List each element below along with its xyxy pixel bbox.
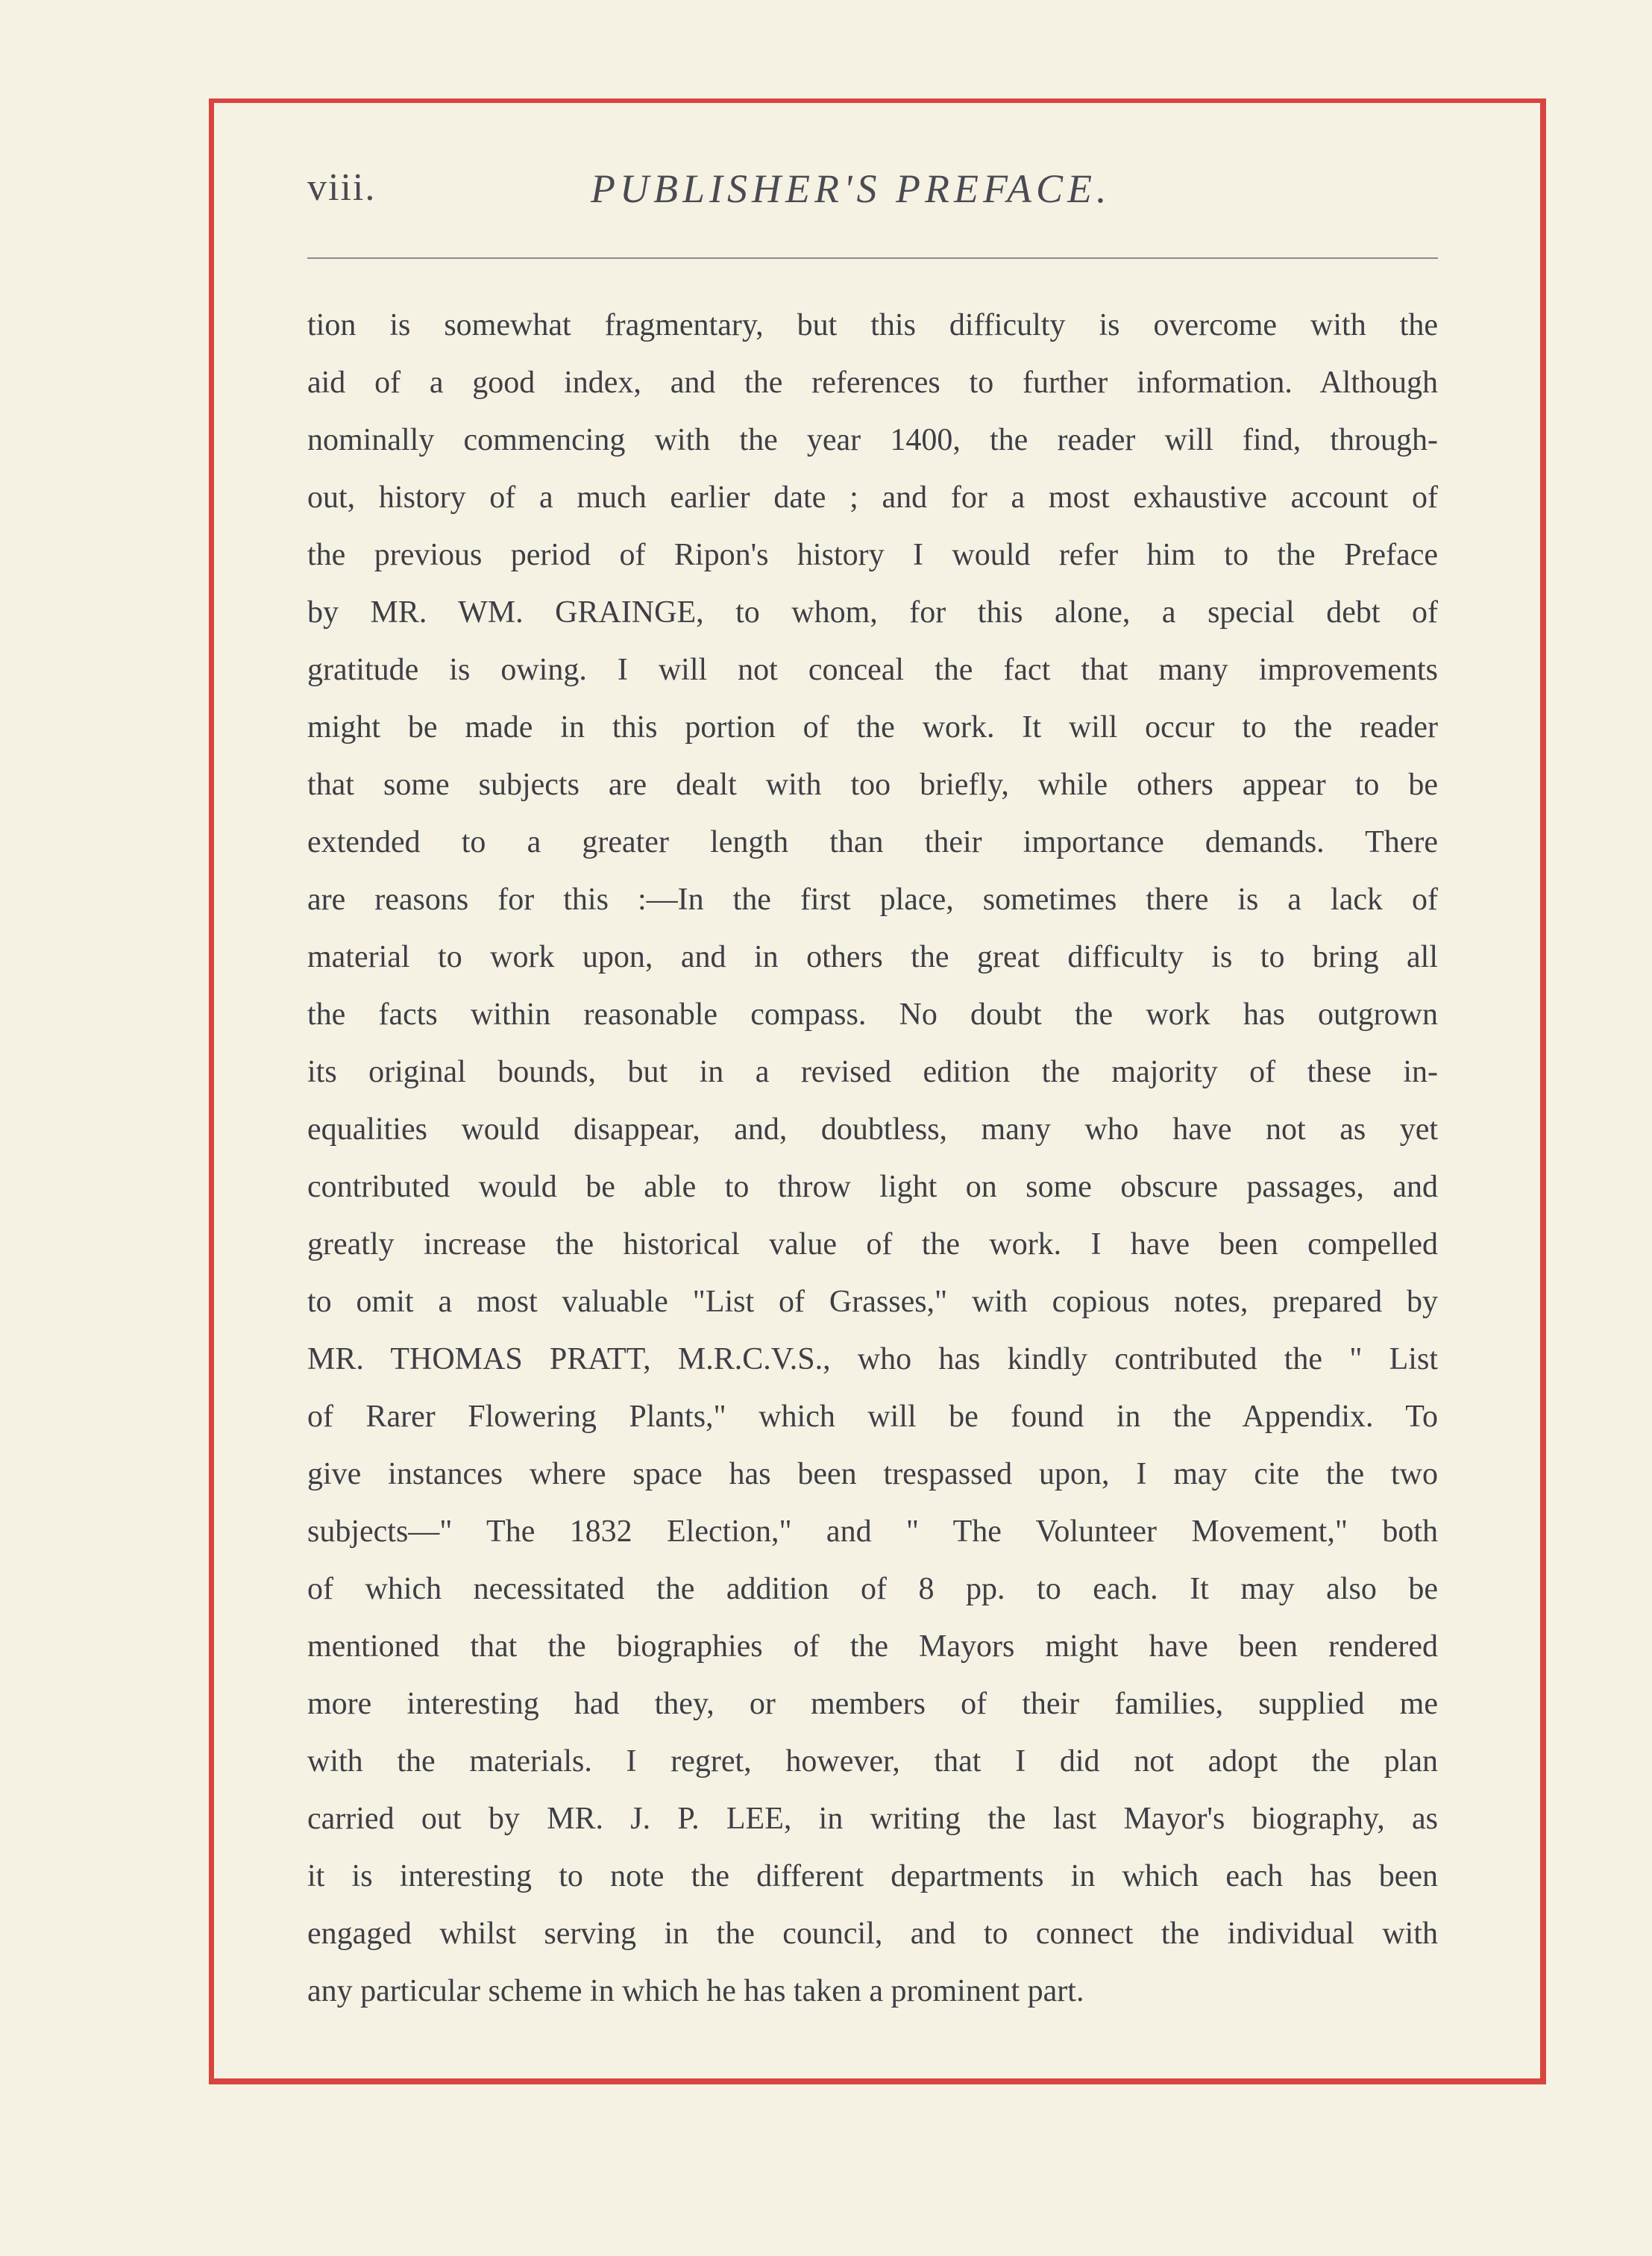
- text-line: are reasons for this :—In the first place, sometimes there is a lack of: [307, 883, 1438, 917]
- text-line: MR. THOMAS PRATT, M.R.C.V.S., who has kindly contributed the " List: [307, 1342, 1438, 1376]
- text-line: greatly increase the historical value of the work. I have been compelled: [307, 1227, 1438, 1262]
- text-line: it is interesting to note the different departments in which each has been: [307, 1859, 1438, 1893]
- text-line: the facts within reasonable compass. No doubt the work has outgrown: [307, 997, 1438, 1032]
- text-line: nominally commencing with the year 1400, the reader will find, through-: [307, 423, 1438, 457]
- text-line: carried out by MR. J. P. LEE, in writing the last Mayor's biography, as: [307, 1802, 1438, 1836]
- text-line: aid of a good index, and the references to further information. Although: [307, 366, 1438, 400]
- text-line: to omit a most valuable "List of Grasses," with copious notes, prepared by: [307, 1285, 1438, 1319]
- running-title: PUBLISHER'S PREFACE.: [591, 166, 1111, 211]
- text-line: the previous period of Ripon's history I would refer him to the Preface: [307, 538, 1438, 572]
- text-line: of which necessitated the addition of 8 pp. to each. It may also be: [307, 1572, 1438, 1606]
- page-number: viii.: [307, 166, 377, 209]
- preface-body-text: [307, 297, 1438, 2020]
- text-line: its original bounds, but in a revised edition the majority of these in-: [307, 1055, 1438, 1089]
- text-line: give instances where space has been trespassed upon, I may cite the two: [307, 1457, 1438, 1491]
- text-line: contributed would be able to throw light on some obscure passages, and: [307, 1170, 1438, 1204]
- text-line: any particular scheme in which he has taken a prominent part.: [307, 1974, 1084, 2008]
- text-line: material to work upon, and in others the great difficulty is to bring all: [307, 940, 1438, 974]
- text-line: tion is somewhat fragmentary, but this difficulty is overcome with the: [307, 308, 1438, 342]
- text-line: of Rarer Flowering Plants," which will be found in the Appendix. To: [307, 1400, 1438, 1434]
- text-line: might be made in this portion of the work. It will occur to the reader: [307, 710, 1438, 745]
- text-line: out, history of a much earlier date ; and for a most exhaustive account of: [307, 480, 1438, 515]
- text-line: gratitude is owing. I will not conceal the fact that many improvements: [307, 653, 1438, 687]
- text-line: subjects—" The 1832 Election," and " The Volunteer Movement," both: [307, 1514, 1438, 1549]
- text-line: that some subjects are dealt with too briefly, while others appear to be: [307, 768, 1438, 802]
- text-line: mentioned that the biographies of the Mayors might have been rendered: [307, 1629, 1438, 1664]
- text-line: by MR. WM. GRAINGE, to whom, for this alone, a special debt of: [307, 595, 1438, 630]
- text-line: equalities would disappear, and, doubtless, many who have not as yet: [307, 1112, 1438, 1147]
- header-rule: [307, 257, 1438, 259]
- text-line: extended to a greater length than their importance demands. There: [307, 825, 1438, 859]
- text-line: with the materials. I regret, however, that I did not adopt the plan: [307, 1744, 1438, 1779]
- text-line: more interesting had they, or members of their families, supplied me: [307, 1687, 1438, 1721]
- text-line: engaged whilst serving in the council, and to connect the individual with: [307, 1917, 1438, 1951]
- running-header: [307, 158, 1438, 218]
